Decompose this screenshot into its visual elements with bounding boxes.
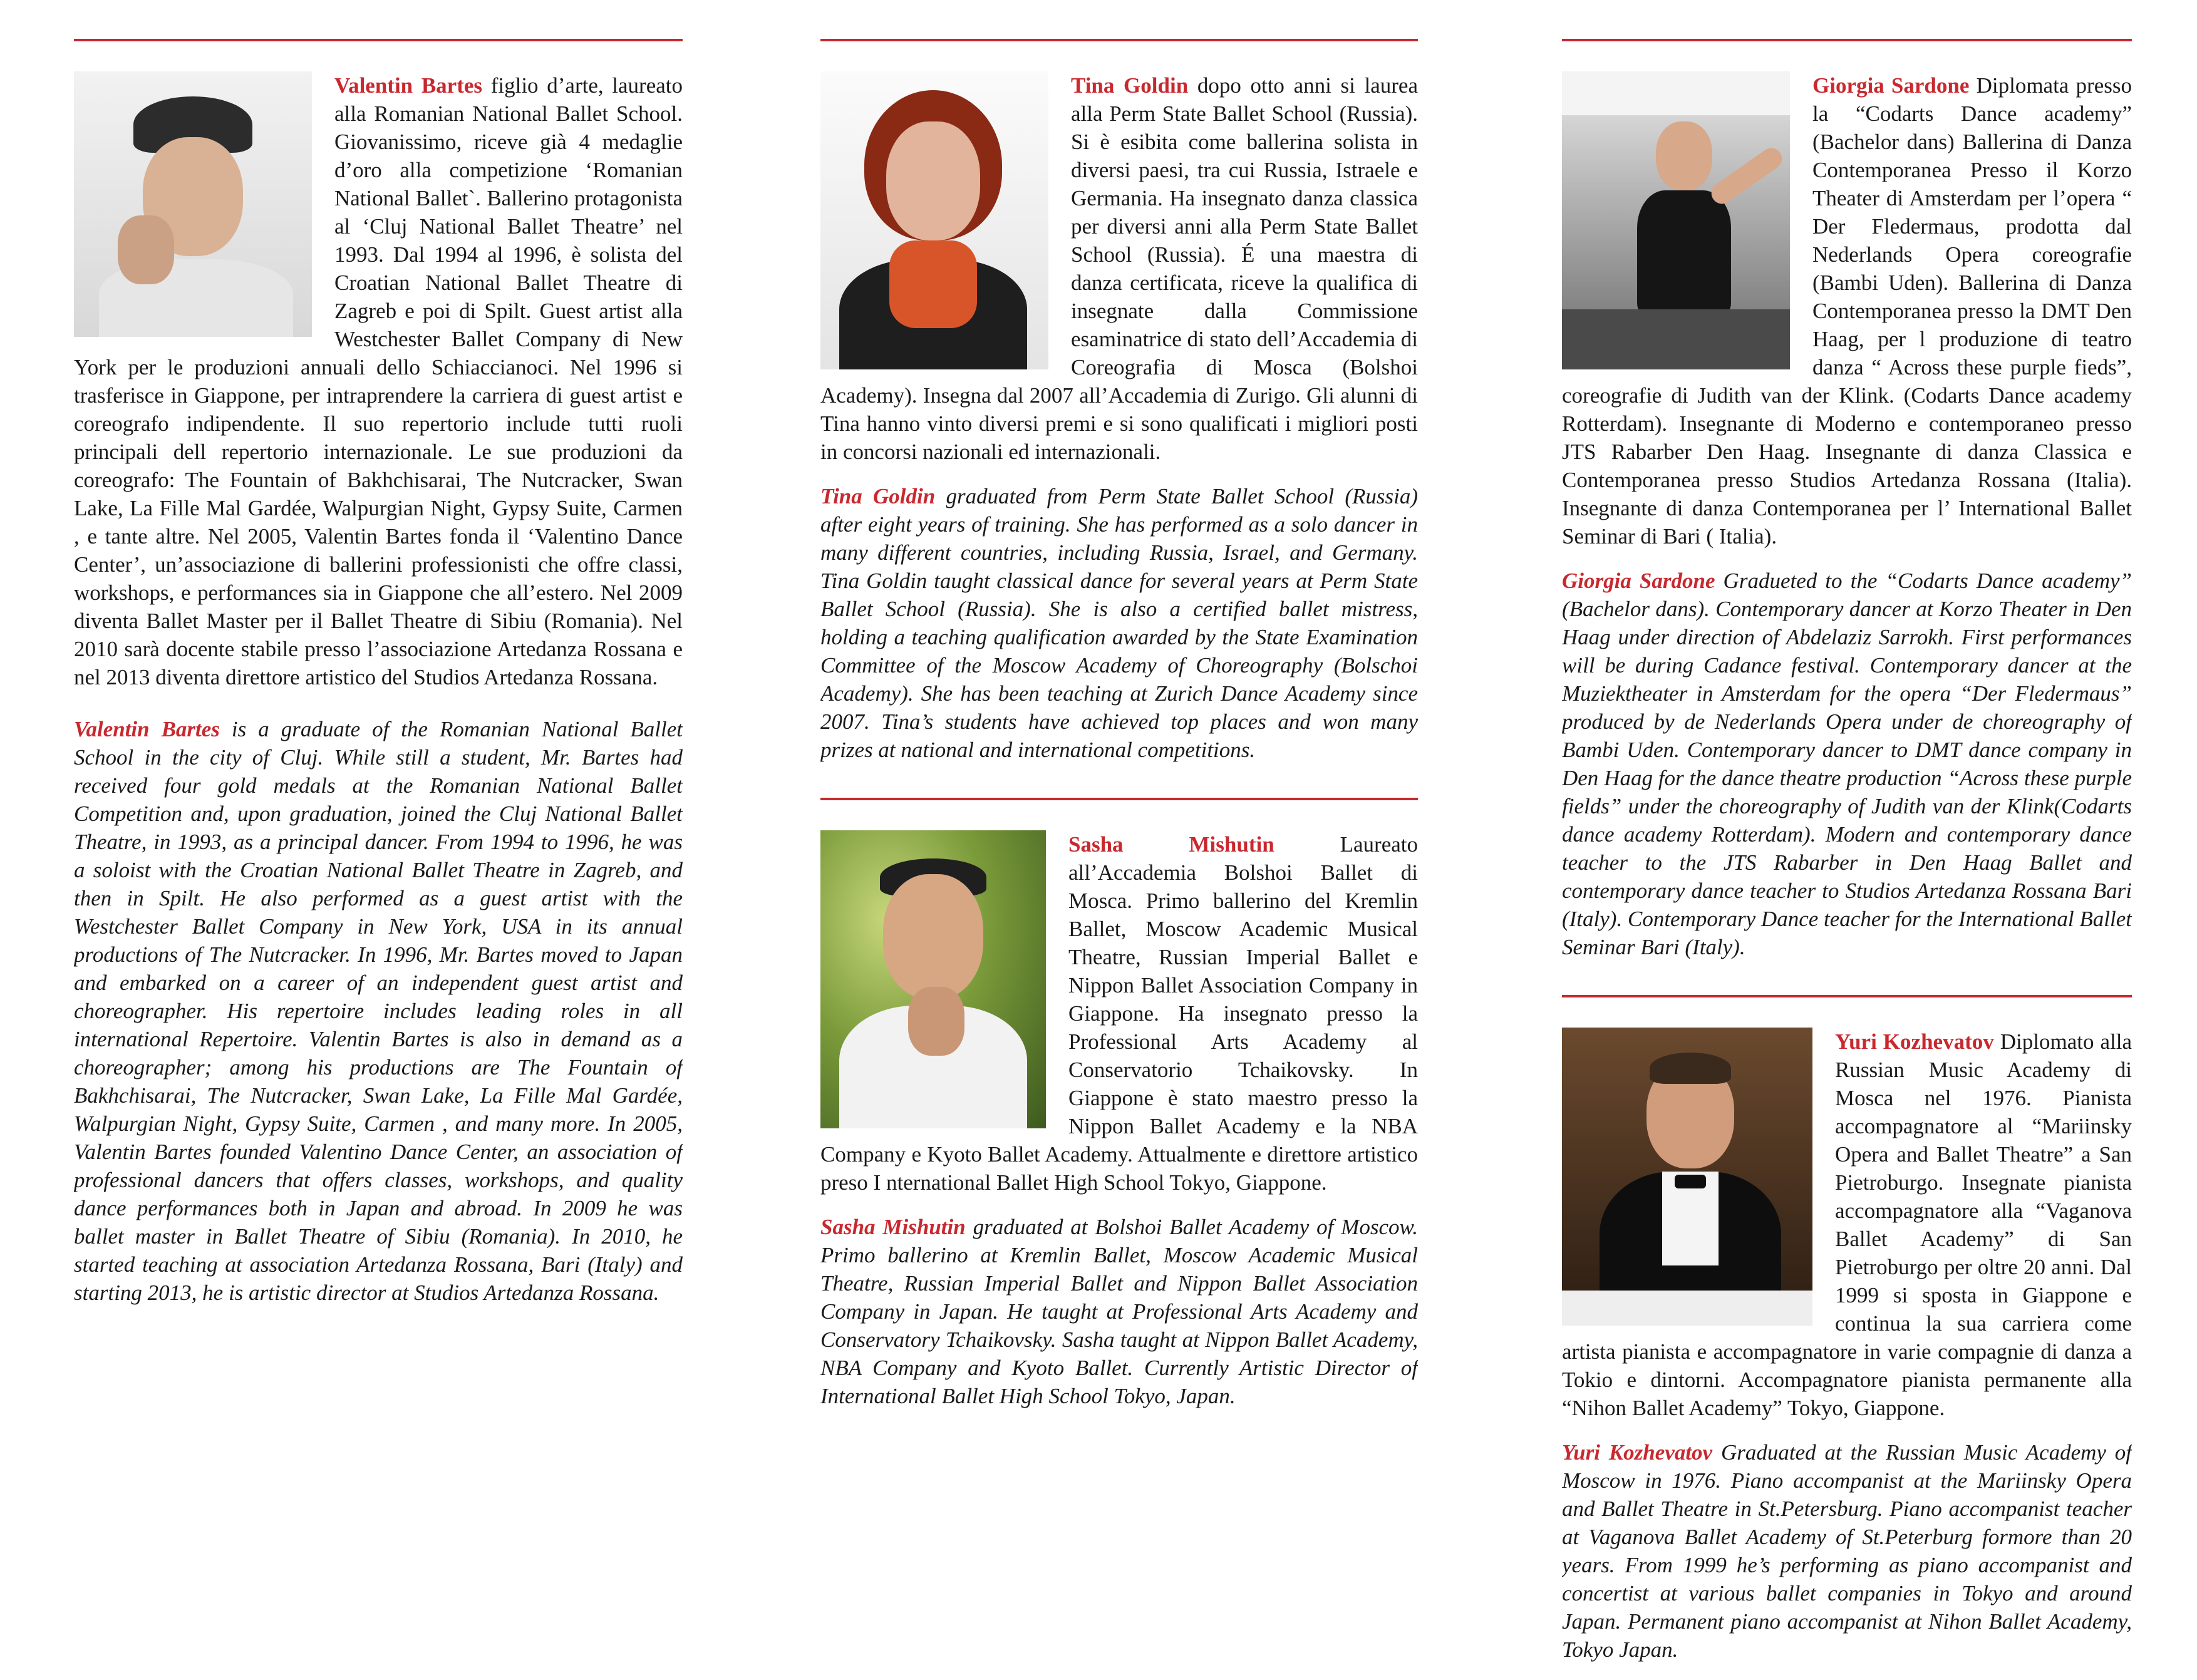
section-divider xyxy=(1562,995,2132,997)
bio-name: Sasha Mishutin xyxy=(1068,832,1274,857)
portrait-photo-yuri-kozhevatov-piano xyxy=(1562,1028,1812,1326)
column-right xyxy=(1562,39,2132,1680)
column-middle xyxy=(820,39,1418,1426)
bio-text-english xyxy=(1562,1438,2132,1664)
bio-name: Tina Goldin xyxy=(1071,73,1189,98)
section-divider xyxy=(820,798,1418,800)
bio-body-italian: figlio d’arte, laureato alla Romanian National Ballet School. Giovanissimo, riceve già 4 medaglie d’oro alla competizione ‘Romanian National Ballet`. Ballerino protagonista al ‘Cluj National Ballet Theatre’ nel 1993. Dal 1994 al 1996, è solista del Croatian National Ballet Theatre di Zagreb e poi di Spilt. Guest artist alla Westchester Ballet Company di New York per le produzioni annuali dello Schiaccianoci. Nel 1996 si trasferisce in Giappone, per intraprendere la carriera di guest artist e coreografo indipendente. Il suo repertorio include tutti ruoli principali dell repertorio internazionale. Le sue produzioni da coreografo: The Fountain of Bakhchisarai, The Nutcracker, Swan Lake, La Fille Mal Gardée, Walpurgian Night, Gypsy Suite, Carmen , e tante altre. Nel 2005, Valentin Bartes fonda il ‘Valentino Dance Center’, un’associazione di ballerini professionisti che offre classi, workshops, e performances sia in Giappone che all’estero. Nel 2009 diventa Ballet Master per il Ballet Theatre di Sibiu (Romania). Nel 2010 sarà docente stabile presso l’associazione Artedanza Rossana e nel 2013 diventa direttore artistico del Studios Artedanza Rossana. xyxy=(74,73,683,689)
bio-name: Giorgia Sardone xyxy=(1562,569,1715,593)
portrait-photo-sasha-mishutin xyxy=(820,830,1046,1128)
photo-giorgia-sardone-dancing xyxy=(1562,71,1790,369)
bio-name: Yuri Kozhevatov xyxy=(1835,1029,1994,1054)
bio-text-english xyxy=(820,482,1418,764)
bio-valentin-bartes xyxy=(74,39,683,1323)
bio-name: Valentin Bartes xyxy=(334,73,483,98)
bio-giorgia-sardone xyxy=(1562,39,2132,977)
bio-body-english: graduated at Bolshoi Ballet Academy of Moscow. Primo ballerino at Kremlin Ballet, Moscow Academic Musical Theatre, Russian Imperial Ballet and Nippon Ballet Association Company in Japan. He taught at Professional Arts Academy and Conservatory Tchaikovsky. Sasha taught at Nippon Ballet Academy, NBA Company and Kyoto Ballet. Currently Artistic Director of International Ballet High School Tokyo, Japan. xyxy=(820,1215,1418,1408)
bio-name: Tina Goldin xyxy=(820,484,936,508)
bio-sasha-mishutin xyxy=(820,798,1418,1426)
bio-yuri-kozhevatov xyxy=(1562,995,2132,1680)
bio-body-english: Graduated at the Russian Music Academy of Moscow in 1976. Piano accompanist at the Mariinsky Opera and Ballet Theatre in St.Petersburg. Piano accompanist teacher at Vaganova Ballet Academy of St.Peterburg formore than 20 years. From 1999 he’s performing as piano accompanist and concertist at various ballet companies in Tokyo and around Japan. Permanent piano accompanist at Nihon Ballet Academy, Tokyo Japan. xyxy=(1562,1440,2132,1662)
bio-body-italian: dopo otto anni si laurea alla Perm State Ballet School (Russia). Si è esibita come ballerina solista in diversi paesi, tra cui Russia, Istraele e Germania. Ha insegnato danza classica per diversi anni alla Perm State Ballet School (Russia). É una maestra di danza certificata, riceve la qualifica di insegnate dalla Commissione esaminatrice di stato dell’Accademia di Coreografia di Mosca (Bolshoi Academy). Insegna dal 2007 all’Accademia di Zurigo. Gli alunni di Tina hanno vinto diversi premi e si sono qualificati i migliori posti in concorsi nazionali ed internazionali. xyxy=(820,73,1418,464)
bio-name: Valentin Bartes xyxy=(74,717,220,741)
bio-body-english: graduated from Perm State Ballet School (Russia) after eight years of training. She has performed as a solo dancer in many different countries, including Russia, Israel, and Germany. Tina Goldin taught classical dance for several years at Perm State Ballet School (Russia). She is also a certified ballet mistress, holding a teaching qualification awarded by the State Examination Committee of the Moscow Academy of Choreography (Bolschoi Academy). She has been teaching at Zurich Dance Academy since 2007. Tina’s students have achieved top places and won many prizes at national and international competitions. xyxy=(820,484,1418,762)
bio-text-english xyxy=(74,715,683,1307)
bio-name: Yuri Kozhevatov xyxy=(1562,1440,1713,1465)
bio-text-english xyxy=(820,1213,1418,1410)
section-divider xyxy=(820,39,1418,41)
column-left xyxy=(74,39,683,1323)
bio-body-italian: Diplomata presso la “Codarts Dance academy” (Bachelor dans) Ballerina di Danza Contemporanea Presso il Korzo Theater di Amsterdam per l’opera “ Der Fledermaus, prodotta dal Nederlands Opera coreografie (Bambi Uden). Ballerina di Danza Contemporanea presso la DMT Den Haag, per l produzione di teatro danza “ Across these purple fieds”, coreografie di Judith van der Klink. (Codarts Dance academy Rotterdam). Insegnante di Moderno e contemporaneo presso JTS Rabarber Den Haag. Insegnante di danza Classica e Contemporanea presso Studios Artedanza Rossana (Italia). Insegnante di danza Contemporanea per l’ International Ballet Seminar di Bari ( Italia). xyxy=(1562,73,2132,549)
portrait-photo-valentin-bartes xyxy=(74,71,312,337)
bio-body-italian: Diplomato alla Russian Music Academy di Mosca nel 1976. Pianista accompagnatore al “Mariinsky Opera and Ballet Theatre” a San Pietroburgo. Insegnate pianista accompagnatore alla “Vaganova Ballet Academy” di San Pietroburgo per oltre 20 anni. Dal 1999 si sposta in Giappone e continua la sua carriera come artista pianista e accompagnatore in varie compagnie di danza a Tokio e dintorni. Accompagnatore pianista permanente alla “Nihon Ballet Academy” Tokyo, Giappone. xyxy=(1562,1029,2132,1420)
bio-tina-goldin xyxy=(820,39,1418,780)
bio-name: Giorgia Sardone xyxy=(1812,73,1970,98)
bio-body-italian: Laureato all’Accademia Bolshoi Ballet di Mosca. Primo ballerino del Kremlin Ballet, Moscow Academic Musical Theatre, Russian Imperial Ballet e Nippon Ballet Association Company in Giappone. Ha insegnato presso la Professional Arts Academy al Conservatorio Tchaikovsky. In Giappone è stato maestro presso la Nippon Ballet Academy e la NBA Company e Kyoto Ballet Academy. Attualmente e direttore artistico preso I nternational Ballet High School Tokyo, Giappone. xyxy=(820,832,1418,1195)
portrait-photo-tina-goldin xyxy=(820,71,1048,369)
bio-name: Sasha Mishutin xyxy=(820,1215,966,1239)
section-divider xyxy=(1562,39,2132,41)
bio-body-english: Gradueted to the “Codarts Dance academy” (Bachelor dans). Contemporary dancer at Korzo Theater in Den Haag under direction of Abdelaziz Sarrokh. First performances will be during Cadance festival. Contemporary dancer at the Muziektheater in Amsterdam for the opera “Der Fledermaus” produced by de Nederlands Opera under de choreography of Bambi Uden. Contemporary dancer to DMT dance company in Den Haag for the dance theatre production “Across these purple fields” under the choreography of Judith van der Klink(Codarts dance academy Rotterdam). Modern and contemporary dance teacher to the JTS Rabarber in Den Haag Ballet and contemporary dance teacher to Studios Artedanza Rossana Bari (Italy). Contemporary Dance teacher for the International Ballet Seminar Bari (Italy). xyxy=(1562,569,2132,959)
bio-text-english xyxy=(1562,567,2132,961)
bio-body-english: is a graduate of the Romanian National Ballet School in the city of Cluj. While still a student, Mr. Bartes had received four gold medals at the Romanian National Ballet Competition and, upon graduation, joined the Cluj National Ballet Theatre, in 1993, as a principal dancer. From 1994 to 1996, he was a soloist with the Croatian National Ballet Theatre in Zagreb, and then in Spilt. He also performed as a guest artist with the Westchester Ballet Company in New York, USA in its annual productions of The Nutcracker. In 1996, Mr. Bartes moved to Japan and embarked on a career of an independent guest artist and choreographer. His repertoire includes leading roles in all international Repertoire. Valentin Bartes is also in demand as a choreographer; among his productions are The Fountain of Bakhchisarai, The Nutcracker, Swan Lake, La Fille Mal Gardée, Walpurgian Night, Gypsy Suite, Carmen , and many more. In 2005, Valentin Bartes founded Valentino Dance Center, an association of professional dancers that offers classes, workshops, and quality dance performances both in Japan and abroad. In 2009 he was ballet master in Ballet Theatre of Sibiu (Romania). In 2010, he started teaching at association Artedanza Rossana, Bari (Italy) and starting 2013, he is artistic director at Studios Artedanza Rossana. xyxy=(74,717,683,1305)
section-divider xyxy=(74,39,683,41)
